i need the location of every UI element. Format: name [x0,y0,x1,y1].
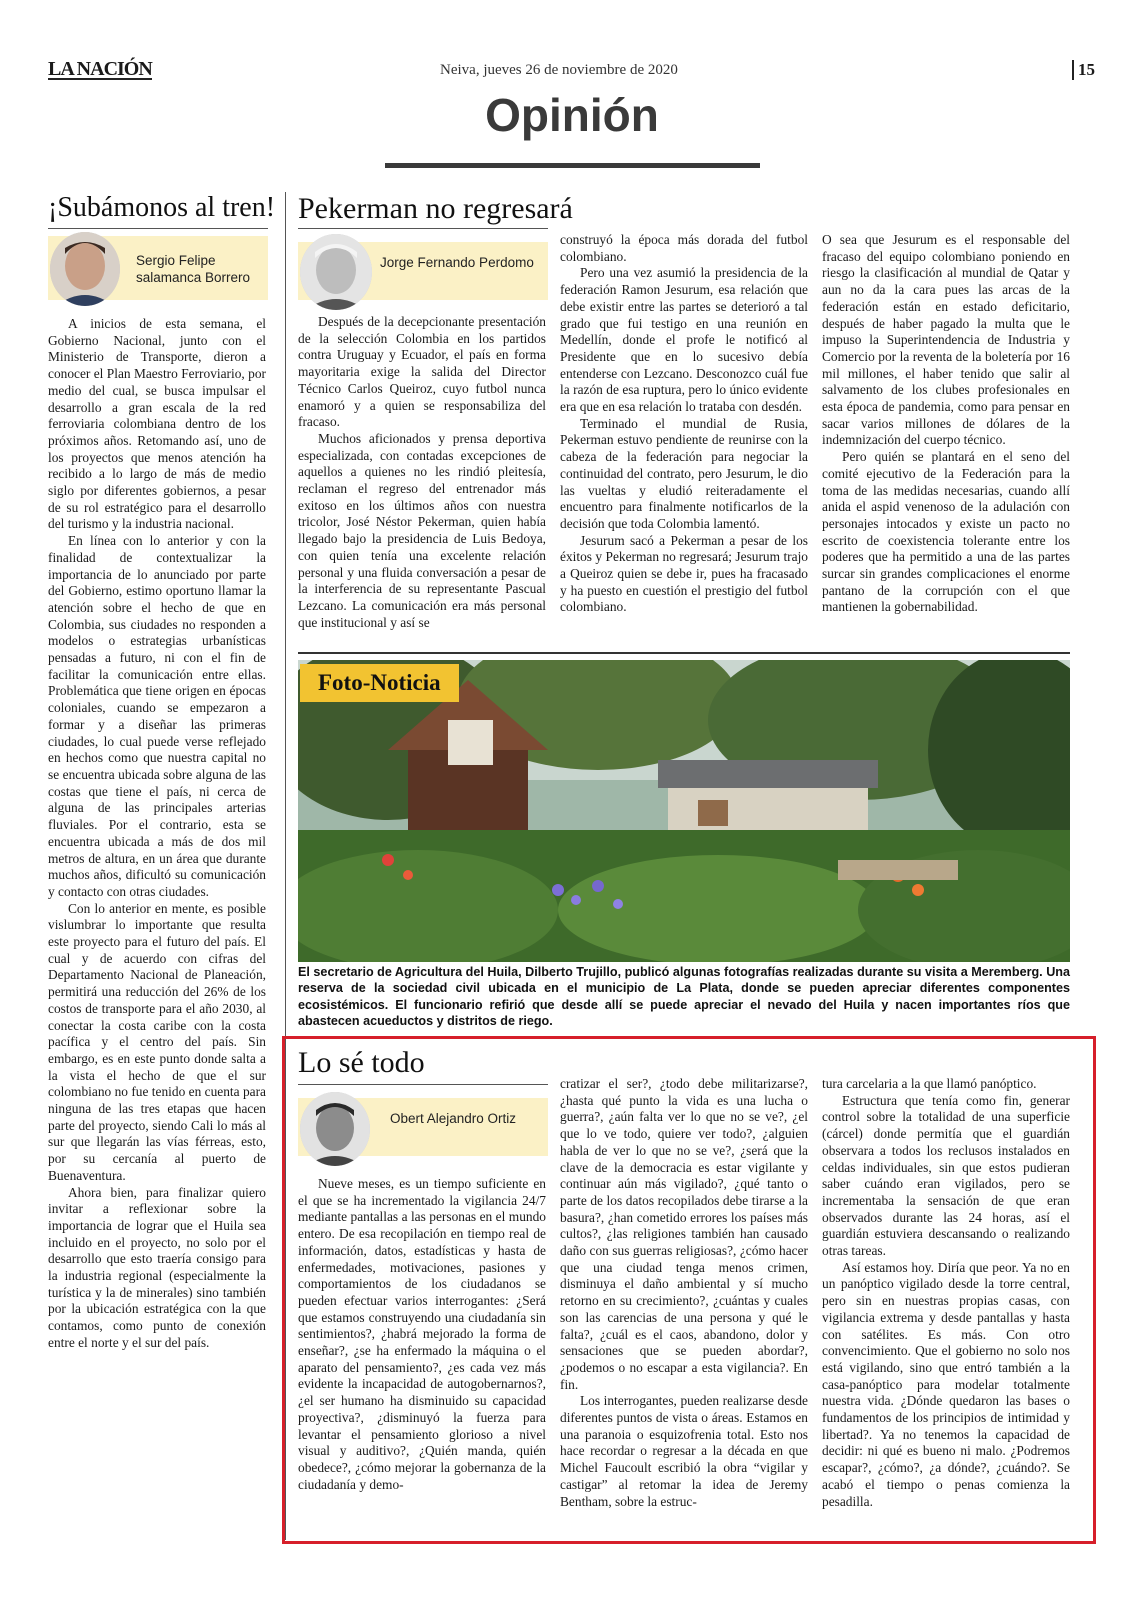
foto-noticia-caption: El secretario de Agricultura del Huila, Dilberto Trujillo, publicó algunas fotografías realizadas durante su visita a Meremberg. Una reserva de la sociedad civil ubicada en el municipio de La Plata, donde se pueden apreciar diferentes componentes ecosistémicos. El funcionario refirió que desde allí se puede apreciar el nevado del Huila y nacen importantes ríos que abastecen acueductos y distritos de riego. [298,965,1070,1029]
paragraph: Pero quién se plantará en el seno del comité ejecutivo de la Federación para la toma de las medidas necesarias, cuando allí anida el aspid venenoso de la adulación con personajes intocados y existe un pacto no escrito de coexistencia tolerante entre los poderes que ha permitido a una de las partes surcar sin grandes complicaciones el enorme pantano de la corrupción con el que mantienen la gobernabilidad. [822,449,1070,615]
paragraph: En línea con lo anterior y con la finalidad de contextualizar la importancia de lo anunciado por parte del Gobierno, estimo oportuno llamar la atención sobre el hecho de que en Colombia, sus ciudades no responden a modelos o estrategias urbanísticas pensadas a futuro, ni con el fin de facilitar la comunicación entre ellas. Problemática que tiene origen en épocas coloniales, cuando se empezaron a formar y a diseñar las primeras ciudades, lo cual puede verse reflejado en hechos como que nuestra capital no se encuentra ubicada sobre alguna de las costas que tiene el país, ni cerca de alguna de las principales arterias fluviales. Por el contrario, esta se encuentra ubicada a más de dos mil metros de altura, en un área que durante muchos años, dificultó su comunicación y contacto con otras ciudades. [48,533,266,899]
paragraph: A inicios de esta semana, el Gobierno Nacional, junto con el Ministerio de Transporte, dieron a conocer el Plan Maestro Ferroviario, por medio del cual, se busca impulsar el desarrollo a gran escala de la red ferroviaria colombiana dentro de los próximos años. Retomando así, uno de los proyectos que menos atención ha recibido a lo largo de más de medio siglo por diferentes gobiernos, a pesar de su rol estratégico para el desarrollo del turismo y la industria nacional. [48,316,266,532]
page-number: 15 [1072,60,1095,80]
author-name: Jorge Fernando Perdomo [380,255,534,270]
paragraph: Pero una vez asumió la presidencia de la federación Ramon Jesurum, esa relación que debe existir entre las partes se deterioró a tal grado que fui testigo en una reunión en Medellín, donde el profe le notificó al Presidente que en lo sucesivo debía entenderse con Lezcano. Desconozco cuál fue la razón de esa ruptura, pero lo único evidente era que en esa relación lo trataba con desdén. [560,265,808,415]
author-name: Obert Alejandro Ortiz [390,1111,517,1126]
paragraph: Muchos aficionados y prensa deportiva especializada, con contadas excepciones de aquellos a quienes no les rindió pleitesía, reclaman el regreso del entrenador más exitoso en los últimos años con nuestra tricolor, José Néstor Pekerman, quien había llegado bajo la presidencia de Luis Bedoya, con quien tenía una excelente relación personal y una fluida conversación a pesar de la interferencia de su representante Pascual Lezcano. La comunicación era más personal que institucional y así se [298,430,546,630]
article-body-lo-se-todo-col1 [298,1176,546,1522]
divider [298,228,548,229]
paragraph: Con lo anterior en mente, es posible vislumbrar lo importante que resulta este proyecto para el futuro del país. El cual y de acuerdo con cifras del Departamento Nacional de Planeación, permitirá una reducción del 26% de los costos de transporte para el año 2030, al conectar la costa caribe con la costa pacífica y el centro del país. Sin embargo, es en este punto donde salta a la vista el hecho de que el sur colombiano no fue tenido en cuenta para ninguna de las tres etapas que hacen parte del proyecto, siendo Cali lo más al sur que llegarán las vías férreas, esto, por su cercanía al puerto de Buenaventura. [48,900,266,1183]
article-body-pekerman-col2 [560,232,808,644]
paragraph: construyó la época más dorada del futbol colombiano. [560,232,808,264]
dateline: Neiva, jueves 26 de noviembre de 2020 [440,62,678,78]
article-body-pekerman-col1 [298,314,546,644]
section-rule [385,163,760,168]
article-body-pekerman-col3 [822,232,1070,644]
paragraph: Jesurum sacó a Pekerman a pesar de los éxitos y Pekerman no regresará; Jesurum trajo a Queiroz quien se debe ir, pues ha fracasado y ha puesto en cuestión el prestigio del futbol colombiano. [560,532,808,615]
paragraph: tura carcelaria a la que llamó panóptico. [822,1076,1037,1091]
paragraph: Nueve meses, es un tiempo suficiente en el que se ha incrementado la vigilancia 24/7 mediante pantallas a las personas en el mundo entero. De esa recopilación en tiempo real de información, datos, estadísticas y hasta de enfermedades, motivaciones, pasiones y comportamientos de los ciudadanos se pueden efectuar varios interrogantes: ¿Será que estamos construyendo una ciudadanía sin sentimientos?, ¿habrá mejorado la forma de enseñar?, ¿se ha enfermado la máquina o el aparato del pensamiento?, ¿es cada vez más evidente la incapacidad de autogobernarnos?, ¿el ser humano ha disminuido su capacidad proyectiva?, ¿disminuyó la fuerza para levantar el pensamiento glorioso a nivel visual y auditivo?, ¿Quién manda, quién obedece?, ¿cómo mejorar la gobernanza de la ciudadanía y demo- [298,1176,546,1492]
paragraph: Ahora bien, para finalizar quiero invitar a reflexionar sobre la importancia de lograr que el Huila sea incluido en el proyecto, no solo por el desarrollo que esto traería consigo para la industria regional (especialmente la turística y la de minerales) sino también por la ubicación estratégica con la que contamos, como punto de conexión entre el norte y el sur del país. [48,1184,266,1350]
author-photo [50,232,120,306]
paragraph: Terminado el mundial de Rusia, Pekerman estuvo pendiente de reunirse con la cabeza de la federación para negociar la continuidad del contrato, pero Jesurum, le dio las vueltas y eludió reiteradamente el encuentro para finalmente notificarlos de la decisión que toda Colombia lamentó. [560,415,808,531]
divider [298,1084,548,1085]
byline-box [48,236,268,300]
paragraph: Después de la decepcionante presentación de la selección Colombia en los partidos contra Uruguay y Ecuador, el país en forma mayoritaria exige la salida del Director Técnico Carlos Queiroz, cuyo futbol nunca enamoró y a quien se responsabiliza del fracaso. [298,314,546,430]
paragraph: cratizar el ser?, ¿todo debe militarizarse?, ¿hasta qué punto la vida es una lucha o guerra?, ¿aún falta ver lo que no se ve?, ¿el que lo ve todo, quiere ver todo?, ¿alguien habla de ver lo que no se ve?, ¿será que la clave de la democracia es estar vigilante y continuar aún más vigilado?, ¿qué tanto o parte de los datos recopilados debe tirarse a la basura?, ¿han cometido errores los países más cultos?, ¿las religiones también han causado daño con sus guerras religiosas?, ¿cómo hacer que una ciudad tenga menos crimen, disminuya el daño ambiental y sí mucho retorno en su crecimiento?, ¿cuántas y cuales son las carencias de una persona y qué le falta?, ¿cuál es el caos, abandono, dolor y sensaciones que se pueden abordar?, ¿podemos o no escapar a esta vigilancia?. En fin. [560,1076,808,1392]
author-name: Sergio Felipe salamanca Borrero [136,253,251,285]
byline-box [298,242,548,300]
article-body-lo-se-todo-col2 [560,1076,808,1522]
foto-noticia-photo [298,660,1070,962]
paragraph: Estructura que tenía como fin, generar control sobre la totalidad de una superficie (cárcel) donde permitía que el guardián observara a todos los reclusos instalados en celdas individuales, sin que estos pudieran saber cuándo eran vigilados, pero se incrementaba la sensación de que eran observados durante las 24 horas, así el guardián estuviera descansando o realizando otras tareas. [822,1092,1070,1259]
author-photo [300,234,372,310]
paragraph: Los interrogantes, pueden realizarse desde diferentes puntos de vista o áreas. Estamos en una paranoia o esquizofrenia total. Esto nos hace recordar o regresar a la década en que Michel Faucoult escribió la obra “vigilar y castigar” al retomar la idea de Jeremy Bentham, sobre la estruc- [560,1393,808,1509]
paragraph: Así estamos hoy. Diría que peor. Ya no en un panóptico vigilado desde la torre central, pero sin en nuestras propias casas, con vigilancia extrema y desde pantallas y hasta con satélites. Es más. Con otro convencimiento. Que el gobierno no solo nos está vigilando, sino que entró también a la casa-panóptico para modelar totalmente nuestra vida. ¿Dónde quedaron las bases o fundamentos de los principios de intimidad y libertad?. Ya no tenemos la capacidad de decidir: ni qué es bueno ni malo. ¿Podremos escapar?, ¿cómo?, ¿a dónde?, ¿cuándo?. Se acabó el tiempo o penas comienza la pesadilla. [822,1259,1070,1509]
headline-lo-se-todo: Lo sé todo [298,1046,425,1079]
foto-noticia-label: Foto-Noticia [300,664,459,702]
headline-pekerman: Pekerman no regresará [298,192,573,225]
headline-subamonos: ¡Subámonos al tren! [48,192,276,223]
paragraph: O sea que Jesurum es el responsable del fracaso del equipo colombiano poniendo en riesgo la clasificación al mundial de Qatar y aun no da la cara pues las arcas de la federación están en estado deficitario, después de haber pagado la multa que le impuso la Superintendencia de Industria y Comercio por la reventa de la boletería por 16 mil millones, el haber tenido que salir al salvamento de los clubes profesionales en esta época de pandemia, como para pensar en sacar varios millones de dólares de la indemnización del cuerpo técnico. [822,232,1070,448]
divider [298,652,1070,654]
section-title: Opinión [485,89,659,141]
masthead-logo: LA NACIÓN [48,58,152,80]
article-body-lo-se-todo-col3 [822,1076,1070,1522]
author-photo [300,1092,370,1166]
divider [48,228,268,229]
article-body-subamonos [48,316,266,1514]
byline-box [298,1098,548,1156]
